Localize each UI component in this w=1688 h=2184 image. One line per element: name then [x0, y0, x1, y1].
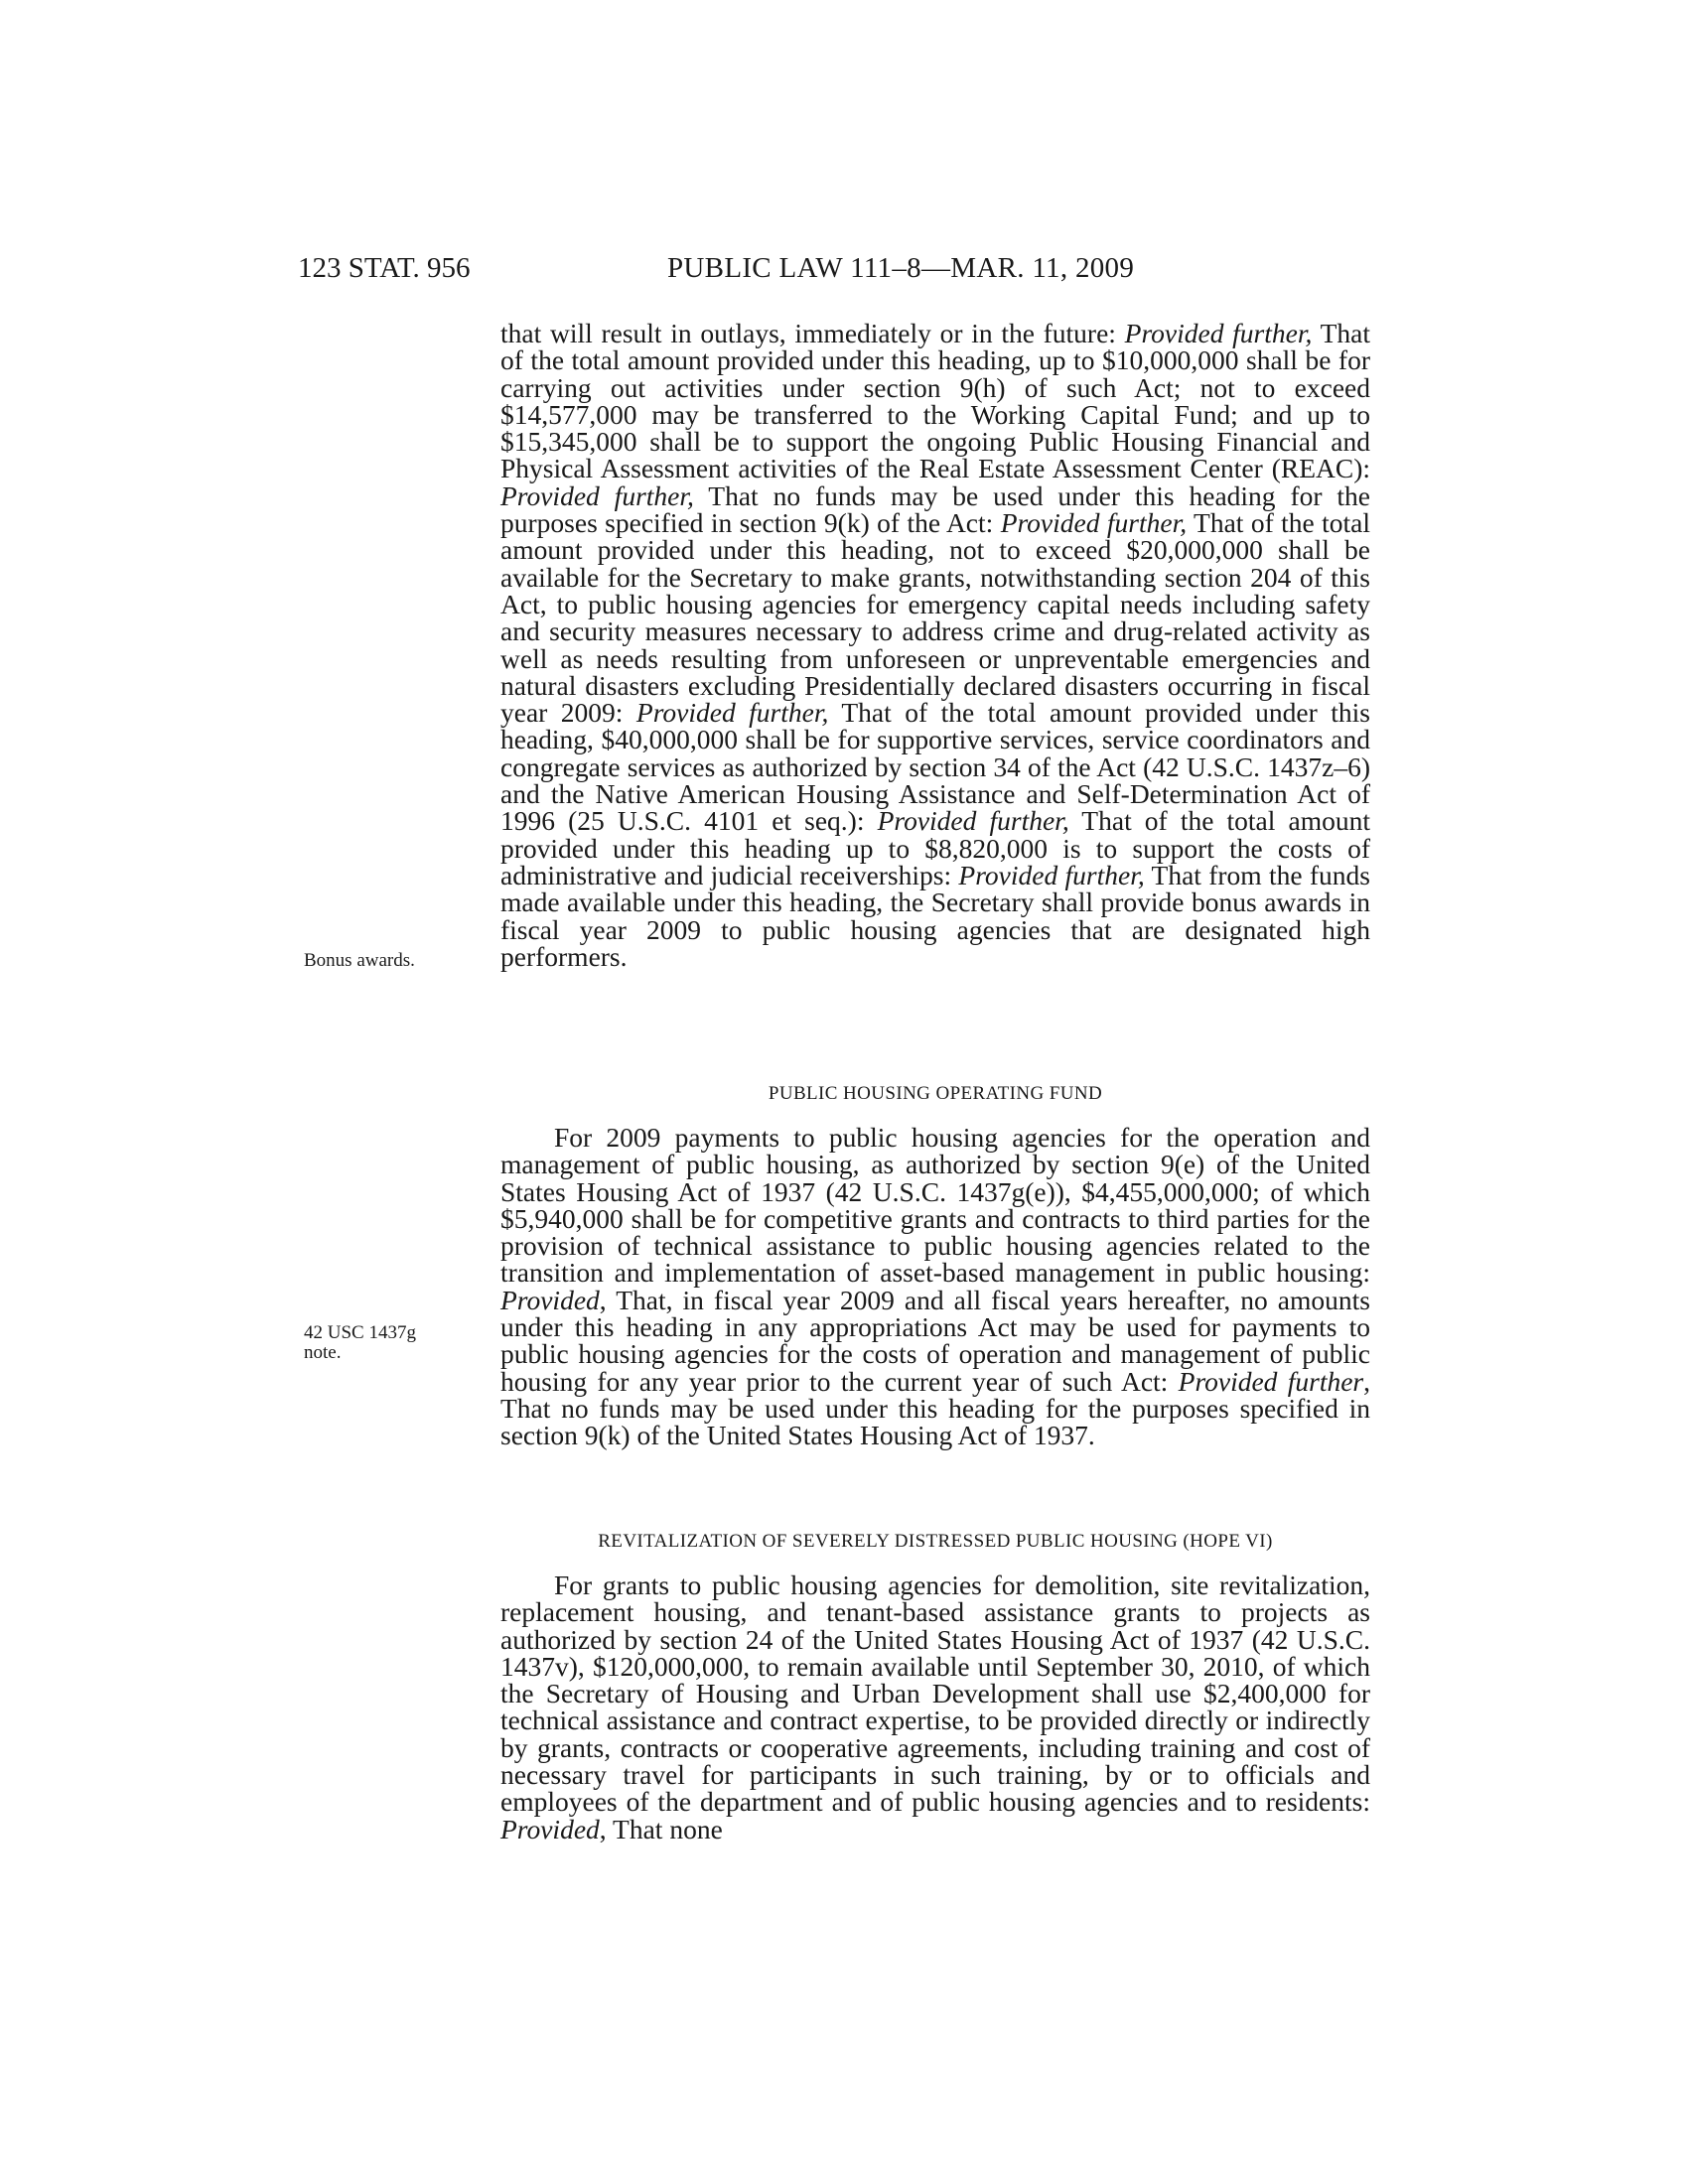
- text-run: , That no funds may be used under this heading for the purposes specified in section 9(k) of the United States Housing Act of 1937.: [500, 1365, 1370, 1451]
- paragraph: [500, 320, 1370, 970]
- statute-page-reference: 123 STAT. 956: [298, 252, 471, 284]
- paragraph: [500, 1124, 1370, 1449]
- text-run: That from the funds made available under this heading, the Secretary shall provide bonus awards in fiscal year 2009 to public housing agencies that are designated high performers.: [500, 859, 1371, 972]
- italic-run: Provided further,: [1124, 318, 1313, 348]
- italic-run: Provided further,: [635, 697, 829, 729]
- italic-run: Provided further,: [500, 479, 694, 511]
- margin-note-text: Bonus awards.: [304, 950, 415, 971]
- italic-run: Provided: [500, 1813, 600, 1844]
- paragraph: [500, 1571, 1370, 1843]
- margin-note-bonus-awards: [304, 951, 443, 971]
- text-run: , That none: [599, 1813, 723, 1844]
- text-run: , That, in fiscal year 2009 and all fiscal years hereafter, no amounts under this heading in any appropriations Act may be used for payments to public housing agencies for the costs of operation and management of public housing for any year prior to the current year of such Act:: [500, 1284, 1370, 1397]
- section-heading-operating-fund: PUBLIC HOUSING OPERATING FUND: [768, 1083, 1103, 1104]
- hope-vi-paragraph: [500, 1571, 1370, 1843]
- text-run: That of the total amount provided under this heading, up to $10,000,000 shall be for carrying out activities under section 9(h) of such Act; not to exceed $14,577,000 may be transferred to the Working Capital Fund; and up to $15,345,000 shall be to support the ongoing Public Housing Financial and Physical Assessment activities of the Real Estate Assessment Center (REAC):: [500, 318, 1370, 484]
- text-run: For 2009 payments to public housing agencies for the operation and management of public housing, as authorized by section 9(e) of the United States Housing Act of 1937 (42 U.S.C. 1437g(e)), $4,455,000,000; of which $5,940,000 shall be for competitive grants and contracts to third parties for the provision of technical assistance to public housing agencies related to the transition and implementation of asset-based management in public housing:: [500, 1122, 1370, 1289]
- operating-fund-paragraph: [500, 1124, 1370, 1449]
- continued-paragraph: [500, 320, 1370, 970]
- italic-run: Provided further,: [958, 859, 1145, 890]
- text-run: that will result in outlays, immediately or in the future:: [500, 318, 1125, 348]
- text-run: That no funds may be used under this heading for the purposes specified in section 9(k) of the Act:: [500, 479, 1371, 539]
- margin-note-line: note.: [304, 1342, 342, 1363]
- section-heading-hope-vi: REVITALIZATION OF SEVERELY DISTRESSED PUBLIC HOUSING (HOPE VI): [598, 1531, 1273, 1552]
- text-run: That of the total amount provided under this heading, not to exceed $20,000,000 shall be available for the Secretary to make grants, notwithstanding section 204 of this Act, to public housing agencies for emergency capital needs including safety and security measures necessary to address crime and drug-related activity as well as needs resulting from unforeseen or unpreventable emergencies and natural disasters excluding Presidentially declared disasters occurring in fiscal year 2009:: [500, 507, 1371, 729]
- italic-run: Provided further,: [1000, 507, 1188, 539]
- italic-run: Provided further,: [877, 805, 1069, 837]
- italic-run: Provided further: [1178, 1365, 1364, 1397]
- running-header: [298, 248, 1370, 288]
- text-run: That of the total amount provided under this heading, $40,000,000 shall be for supportive services, service coordinators and congregate services as authorized by section 34 of the Act (42 U.S.C. 1437z–6) and the Native American Housing Assistance and Self-Determination Act of 1996 (25 U.S.C. 4101 et seq.):: [500, 697, 1370, 837]
- margin-note-usc-reference: [304, 1323, 443, 1363]
- text-run: That of the total amount provided under this heading up to $8,820,000 is to support the costs of administrative and judicial receiverships:: [500, 805, 1370, 890]
- italic-run: Provided: [500, 1284, 600, 1315]
- public-law-reference: PUBLIC LAW 111–8—MAR. 11, 2009: [667, 252, 1135, 284]
- text-run: For grants to public housing agencies for demolition, site revitalization, replacement housing, and tenant-based assistance grants to projects as authorized by section 24 of the United States Housing Act of 1937 (42 U.S.C. 1437v), $120,000,000, to remain available until September 30, 2010, of which the Secretary of Housing and Urban Development shall use $2,400,000 for technical assistance and contract expertise, to be provided directly or indirectly by grants, contracts or cooperative agreements, including training and cost of necessary travel for participants in such training, by or to officials and employees of the department and of public housing agencies and to residents:: [500, 1570, 1370, 1818]
- margin-note-line: 42 USC 1437g: [304, 1322, 416, 1343]
